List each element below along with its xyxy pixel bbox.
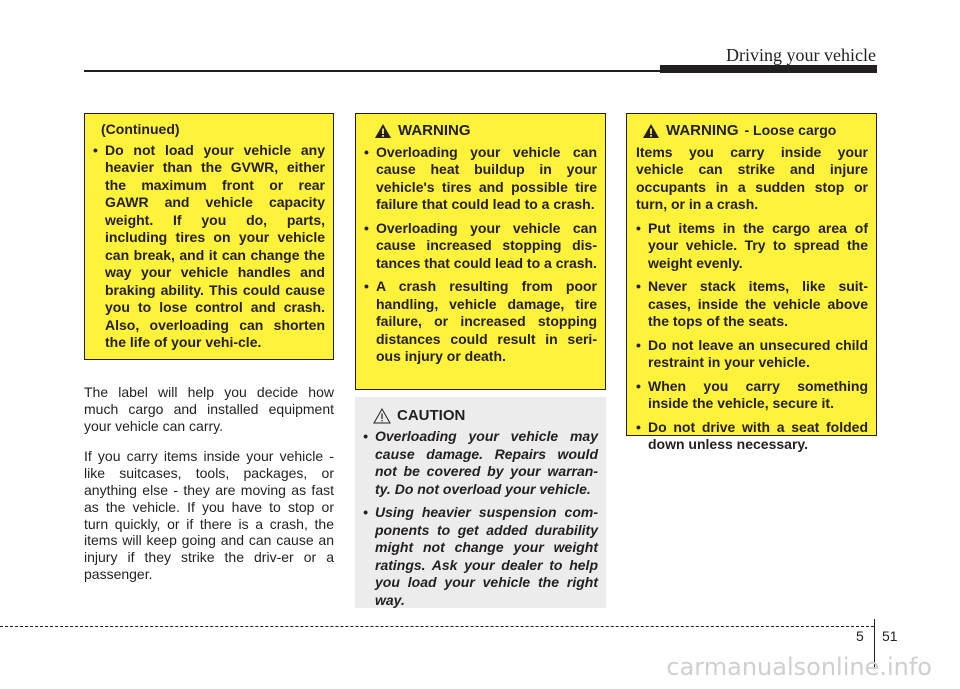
cargo-warning-title: WARNING [666,122,739,139]
list-item: • Overloading your vehicle may cause damage. Repairs would not be covered by your warran-ty. Do not overload your vehicle. [363,428,598,498]
watermark: carmanualsonline.info [666,653,932,681]
continued-warning-box [84,113,334,360]
header-bar [660,65,877,73]
list-item: • Overloading your vehicle can cause increased stopping dis-tances that could lead to a crash. [364,220,597,273]
list-item: • Do not leave an unsecured child restraint in your vehicle. [636,337,868,372]
cargo-warning-box [626,113,877,452]
list-item: • Do not drive with a seat folded down unless necessary. [636,419,868,454]
body-text [84,384,334,597]
page-number: 51 [882,628,898,644]
section-title: Driving your vehicle [726,45,876,65]
caution-list [363,428,598,609]
list-item: • Put items in the cargo area of your vehicle. Try to spread the weight evenly. [636,220,868,273]
footer-rule [0,626,874,627]
list-item: • A crash resulting from poor handling, vehicle damage, tire failure, or increased stopping distances could result in seri-ous injury or death. [364,278,597,366]
warning-triangle-icon [642,123,660,139]
caution-header [373,407,598,424]
cargo-warning-subtitle: - Loose cargo [744,122,837,138]
continued-list [93,142,325,352]
cargo-list [636,220,868,454]
list-item: • Never stack items, like suit-cases, inside the vehicle above the tops of the seats. [636,278,868,331]
warning-box [355,113,606,390]
list-item: • Do not load your vehicle any heavier than the GVWR, either the maximum front or rear GAWR and vehicle capacity weight. If you do, parts, including tires on your vehicle can break, and it can change the way your vehicle handles and braking ability. This could cause you to lose control and crash. Also, overloading can shorten the life of your vehi-cle. [93,142,325,352]
body-paragraph: If you carry items inside your vehicle - like suitcases, tools, packages, or anything else - they are moving as fast as the vehicle. If you have to stop or turn quickly, or if there is a crash, the items will keep going and can cause an injury if they strike the driv-er or a passenger. [84,448,334,582]
warning-title: WARNING [398,122,471,139]
caution-title: CAUTION [397,407,466,424]
chapter-number: 5 [856,628,864,644]
continued-heading: (Continued) [101,121,180,137]
caution-triangle-icon [373,408,391,424]
warning-triangle-icon [374,123,392,139]
list-item: • Using heavier suspension com-ponents to get added durability might not change your weight ratings. Ask your dealer to help you load your vehicle the right way. [363,504,598,609]
body-paragraph: The label will help you decide how much cargo and installed equipment your vehicle can carry. [84,384,334,434]
warning-header [374,122,597,140]
list-item: • When you carry something inside the vehicle, secure it. [636,378,868,413]
caution-box [355,397,606,608]
list-item: • Overloading your vehicle can cause heat buildup in your vehicle's tires and possible tire failure that could lead to a crash. [364,144,597,214]
warning-list [364,144,597,366]
cargo-warning-header [642,122,868,140]
header-rule [84,70,660,72]
cargo-intro: Items you carry inside your vehicle can strike and injure occupants in a sudden stop or turn, or in a crash. [636,143,868,212]
